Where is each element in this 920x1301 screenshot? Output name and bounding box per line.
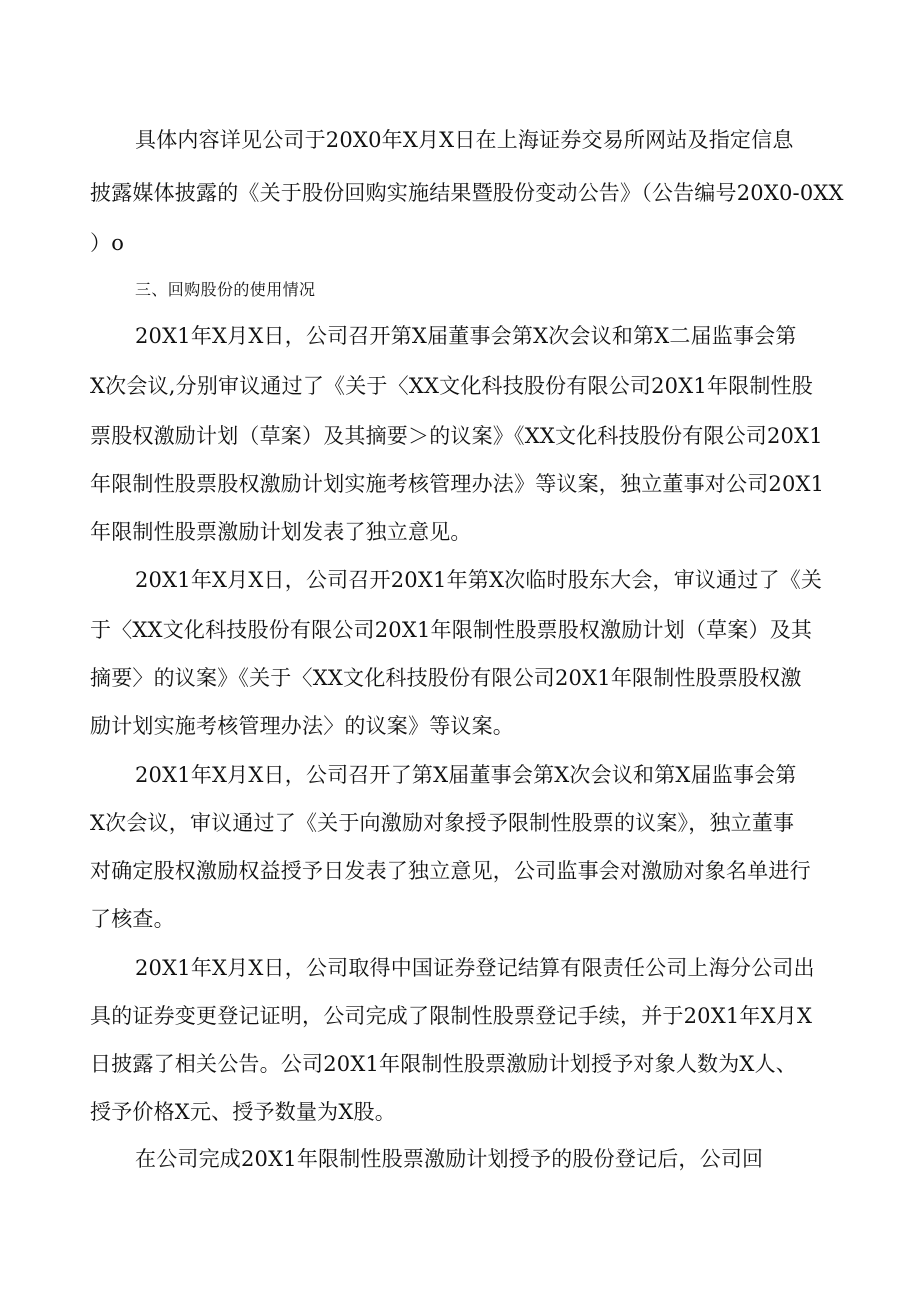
text-line-17: 了核查。 [90,907,175,931]
text-line-13: 励计划实施考核管理办法〉的议案》等议案。 [90,714,514,738]
text-line-16: 对确定股权激励权益授予日发表了独立意见，公司监事会对激励对象名单进行 [90,859,811,883]
text-line-9: 年限制性股票激励计划发表了独立意见。 [90,520,472,544]
text-line-8: 年限制性股票股权激励计划实施考核管理办法》等议案，独立董事对公司20X1 [90,472,825,496]
text-line-11: 于〈XX文化科技股份有限公司20X1年限制性股票股权激励计划（草案）及其 [90,618,813,642]
text-line-20: 日披露了相关公告。公司20X1年限制性股票激励计划授予对象人数为X人、 [90,1052,797,1076]
text-line-15: X次会议，审议通过了《关于向激励对象授予限制性股票的议案》，独立董事 [90,811,795,835]
text-line-5: 20X1年X月X日，公司召开第X届董事会第X次会议和第X二届监事会第 [135,324,797,348]
text-line-6: X次会议,分别审议通过了《关于〈XX文化科技股份有限公司20X1年限制性股 [90,374,813,398]
text-line-18: 20X1年X月X日，公司取得中国证券登记结算有限责任公司上海分公司出 [135,956,815,980]
text-line-19: 具的证券变更登记证明，公司完成了限制性股票登记手续，并于20X1年X月X [90,1004,813,1028]
text-line-7: 票股权激励计划（草案）及其摘要＞的议案》《XX文化科技股份有限公司20X1 [90,424,823,448]
text-line-10: 20X1年X月X日，公司召开20X1年第X次临时股东大会，审议通过了《关 [135,568,823,592]
text-line-2: 披露媒体披露的《关于股份回购实施结果暨股份变动公告》（公告编号20X0-0XX [90,181,844,205]
text-line-21: 授予价格X元、授予数量为X股。 [90,1100,396,1124]
text-line-14: 20X1年X月X日，公司召开了第X届董事会第X次会议和第X届监事会第 [135,763,797,787]
text-line-3: ）o [90,231,125,255]
section-heading: 三、回购股份的使用情况 [135,280,316,299]
text-line-12: 摘要〉的议案》《关于〈XX文化科技股份有限公司20X1年限制性股票股权激 [90,666,802,690]
text-line-1: 具体内容详见公司于20X0年X月X日在上海证券交易所网站及指定信息 [135,128,794,152]
text-line-22: 在公司完成20X1年限制性股票激励计划授予的股份登记后，公司回 [135,1147,764,1171]
